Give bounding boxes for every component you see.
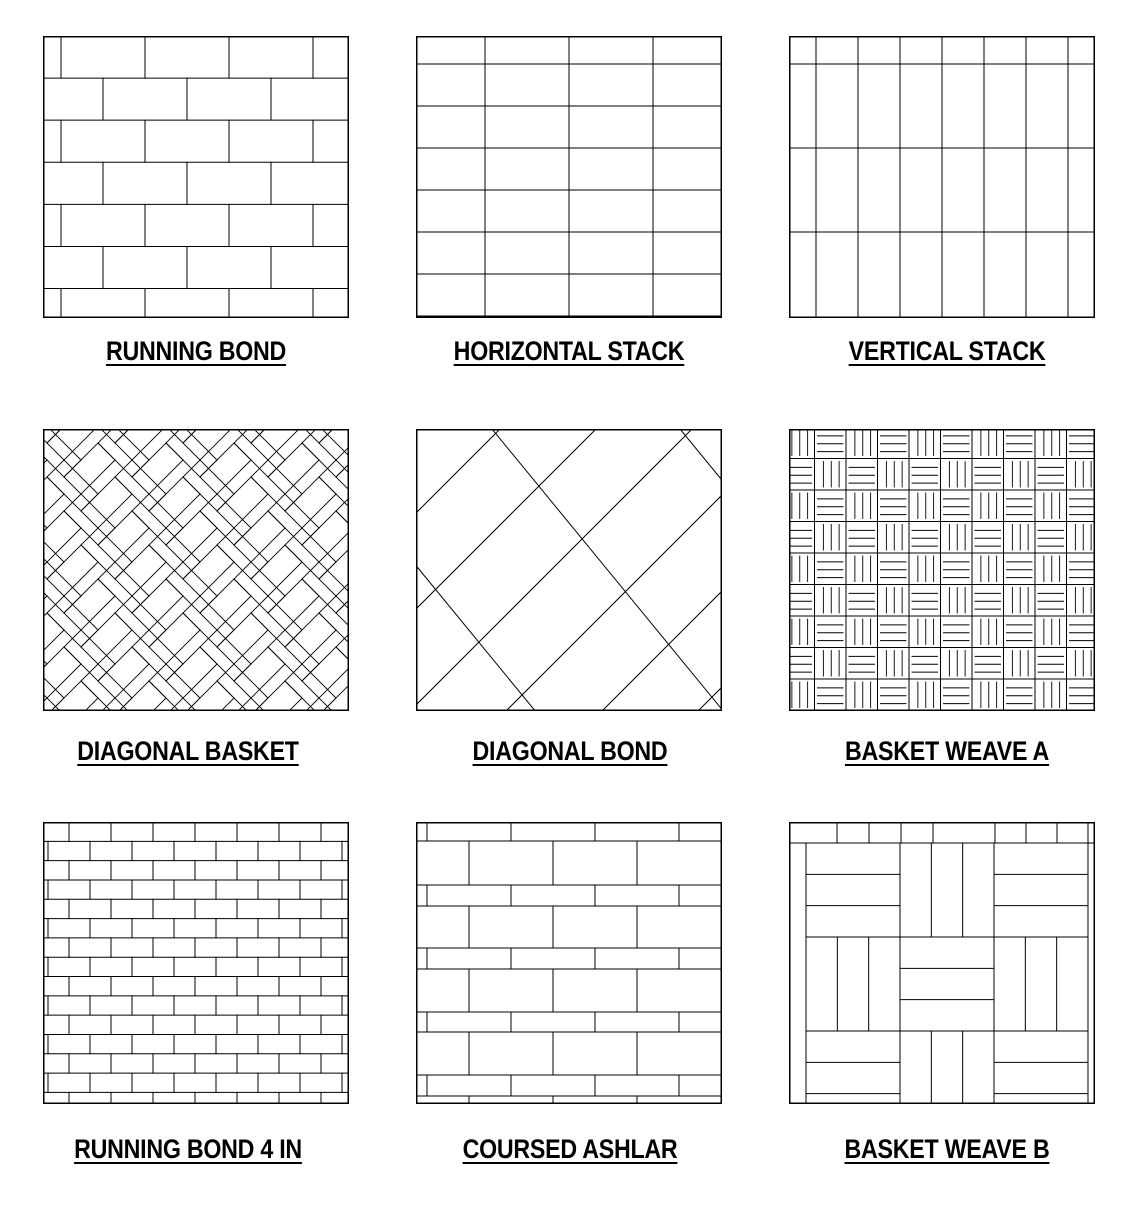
coursed-ashlar-pattern xyxy=(416,822,722,1104)
pattern-label-coursed-ashlar: COURSED ASHLAR xyxy=(462,1134,678,1164)
pattern-label-running-bond: RUNNING BOND xyxy=(105,336,287,366)
pattern-label-basket-weave-a: BASKET WEAVE A xyxy=(844,736,1050,766)
pattern-label-vertical-stack: VERTICAL STACK xyxy=(848,336,1046,366)
basket-weave-b-swatch xyxy=(789,822,1095,1104)
pattern-label-running-bond-4in: RUNNING BOND 4 IN xyxy=(74,1134,302,1164)
diagonal-basket-swatch xyxy=(43,429,349,711)
coursed-ashlar-swatch xyxy=(416,822,722,1104)
running-bond-4in-swatch xyxy=(43,822,349,1104)
diagonal-bond-pattern xyxy=(416,429,722,711)
horizontal-stack-swatch xyxy=(416,36,722,318)
pattern-label-diagonal-bond: DIAGONAL BOND xyxy=(472,736,668,766)
basket-weave-a-swatch xyxy=(789,429,1095,711)
basket-weave-a-pattern xyxy=(789,429,1095,711)
running-bond-4in-pattern xyxy=(43,822,349,1104)
vertical-stack-pattern xyxy=(789,36,1095,318)
vertical-stack-swatch xyxy=(789,36,1095,318)
pattern-label-basket-weave-b: BASKET WEAVE B xyxy=(844,1134,1050,1164)
pattern-label-diagonal-basket: DIAGONAL BASKET xyxy=(77,736,299,766)
pattern-label-horizontal-stack: HORIZONTAL STACK xyxy=(453,336,685,366)
diagonal-bond-swatch xyxy=(416,429,722,711)
running-bond-swatch xyxy=(43,36,349,318)
running-bond-pattern xyxy=(43,36,349,318)
basket-weave-b-pattern xyxy=(789,822,1095,1104)
diagonal-basket-pattern xyxy=(43,429,349,711)
horizontal-stack-pattern xyxy=(416,36,722,318)
